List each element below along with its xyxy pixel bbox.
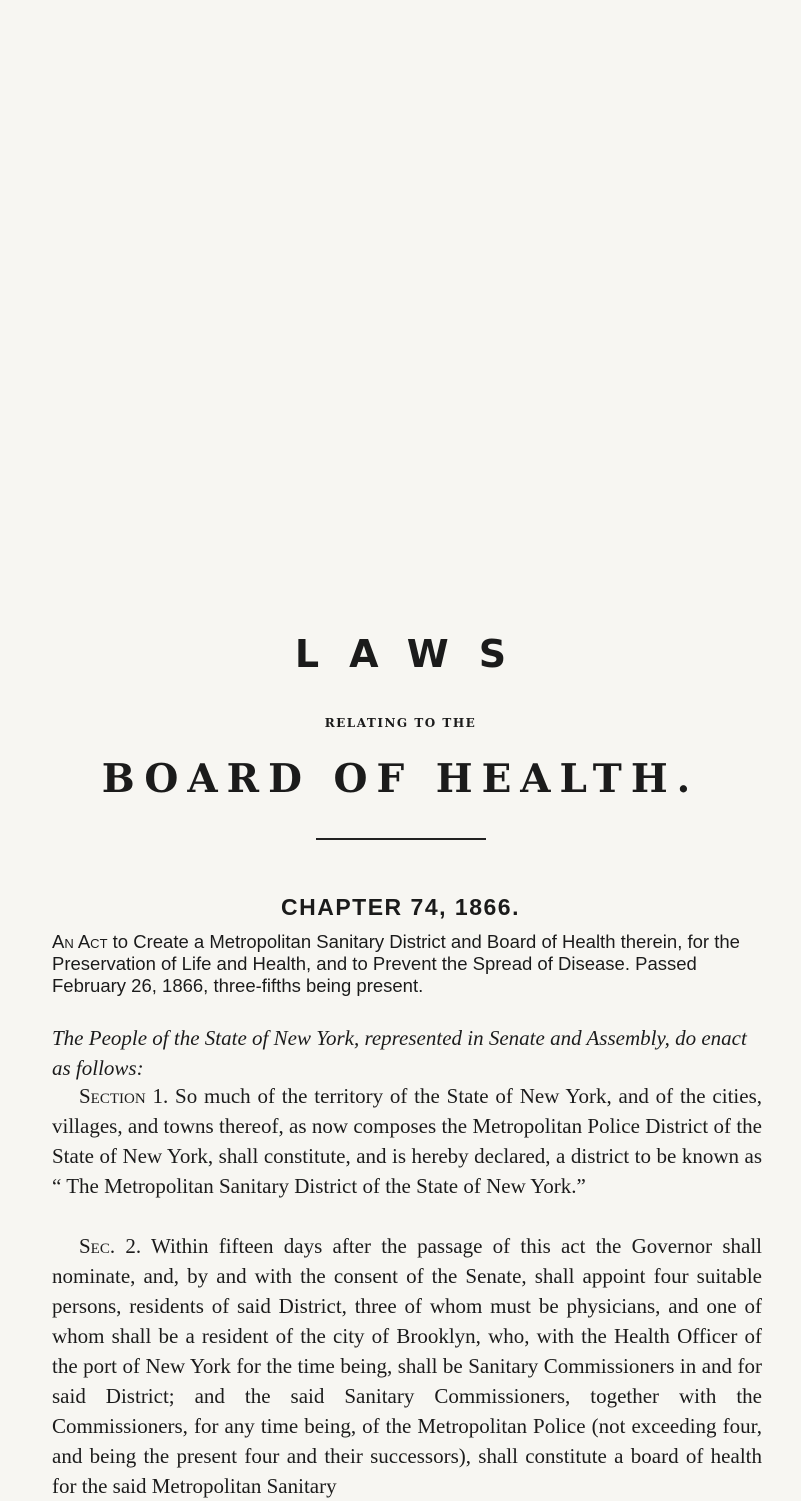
laws-title: LAWS	[294, 632, 537, 676]
relating-subtitle: RELATING TO THE	[324, 716, 477, 730]
section-2-label: Sec. 2.	[79, 1234, 142, 1258]
board-of-health-title: BOARD OF HEALTH.	[101, 756, 700, 802]
section-2	[52, 1231, 762, 1501]
act-text: to Create a Metropolitan Sanitary District and Board of Health therein, for the Preservation of Life and Health, and to Prevent the Spread of Disease. Passed February 26, 1866, three-fifths being present.	[52, 931, 740, 996]
section-1-label: Section 1.	[79, 1084, 169, 1108]
act-lead: An Act	[52, 931, 108, 952]
act-description	[52, 931, 752, 997]
section-1	[52, 1081, 762, 1201]
divider-rule	[316, 838, 486, 840]
section-1-text: So much of the territory of the State of New York, and of the cities, villages, and towns thereof, as now composes the Metropolitan Police District of the State of New York, shall constitute, and is hereby declared, a district to be known as “ The Metropolitan Sanitary District of the State of New York.”	[52, 1084, 762, 1198]
section-2-text: Within fifteen days after the passage of this act the Governor shall nominate, and, by and with the consent of the Senate, shall appoint four suitable persons, residents of said District, three of whom must be physicians, and one of whom shall be a resident of the city of Brooklyn, who, with the Health Officer of the port of New York for the time being, shall be Sanitary Commissioners in and for said District; and the said Sanitary Commissioners, together with the Commissioners, for any time being, of the Metropolitan Police (not exceeding four, and being the present four and their successors), shall constitute a board of health for the said Metropolitan Sanitary	[52, 1234, 762, 1498]
enacting-clause: The People of the State of New York, represented in Senate and Assembly, do enact as follows:	[52, 1026, 747, 1080]
chapter-heading: CHAPTER 74, 1866.	[281, 894, 520, 920]
